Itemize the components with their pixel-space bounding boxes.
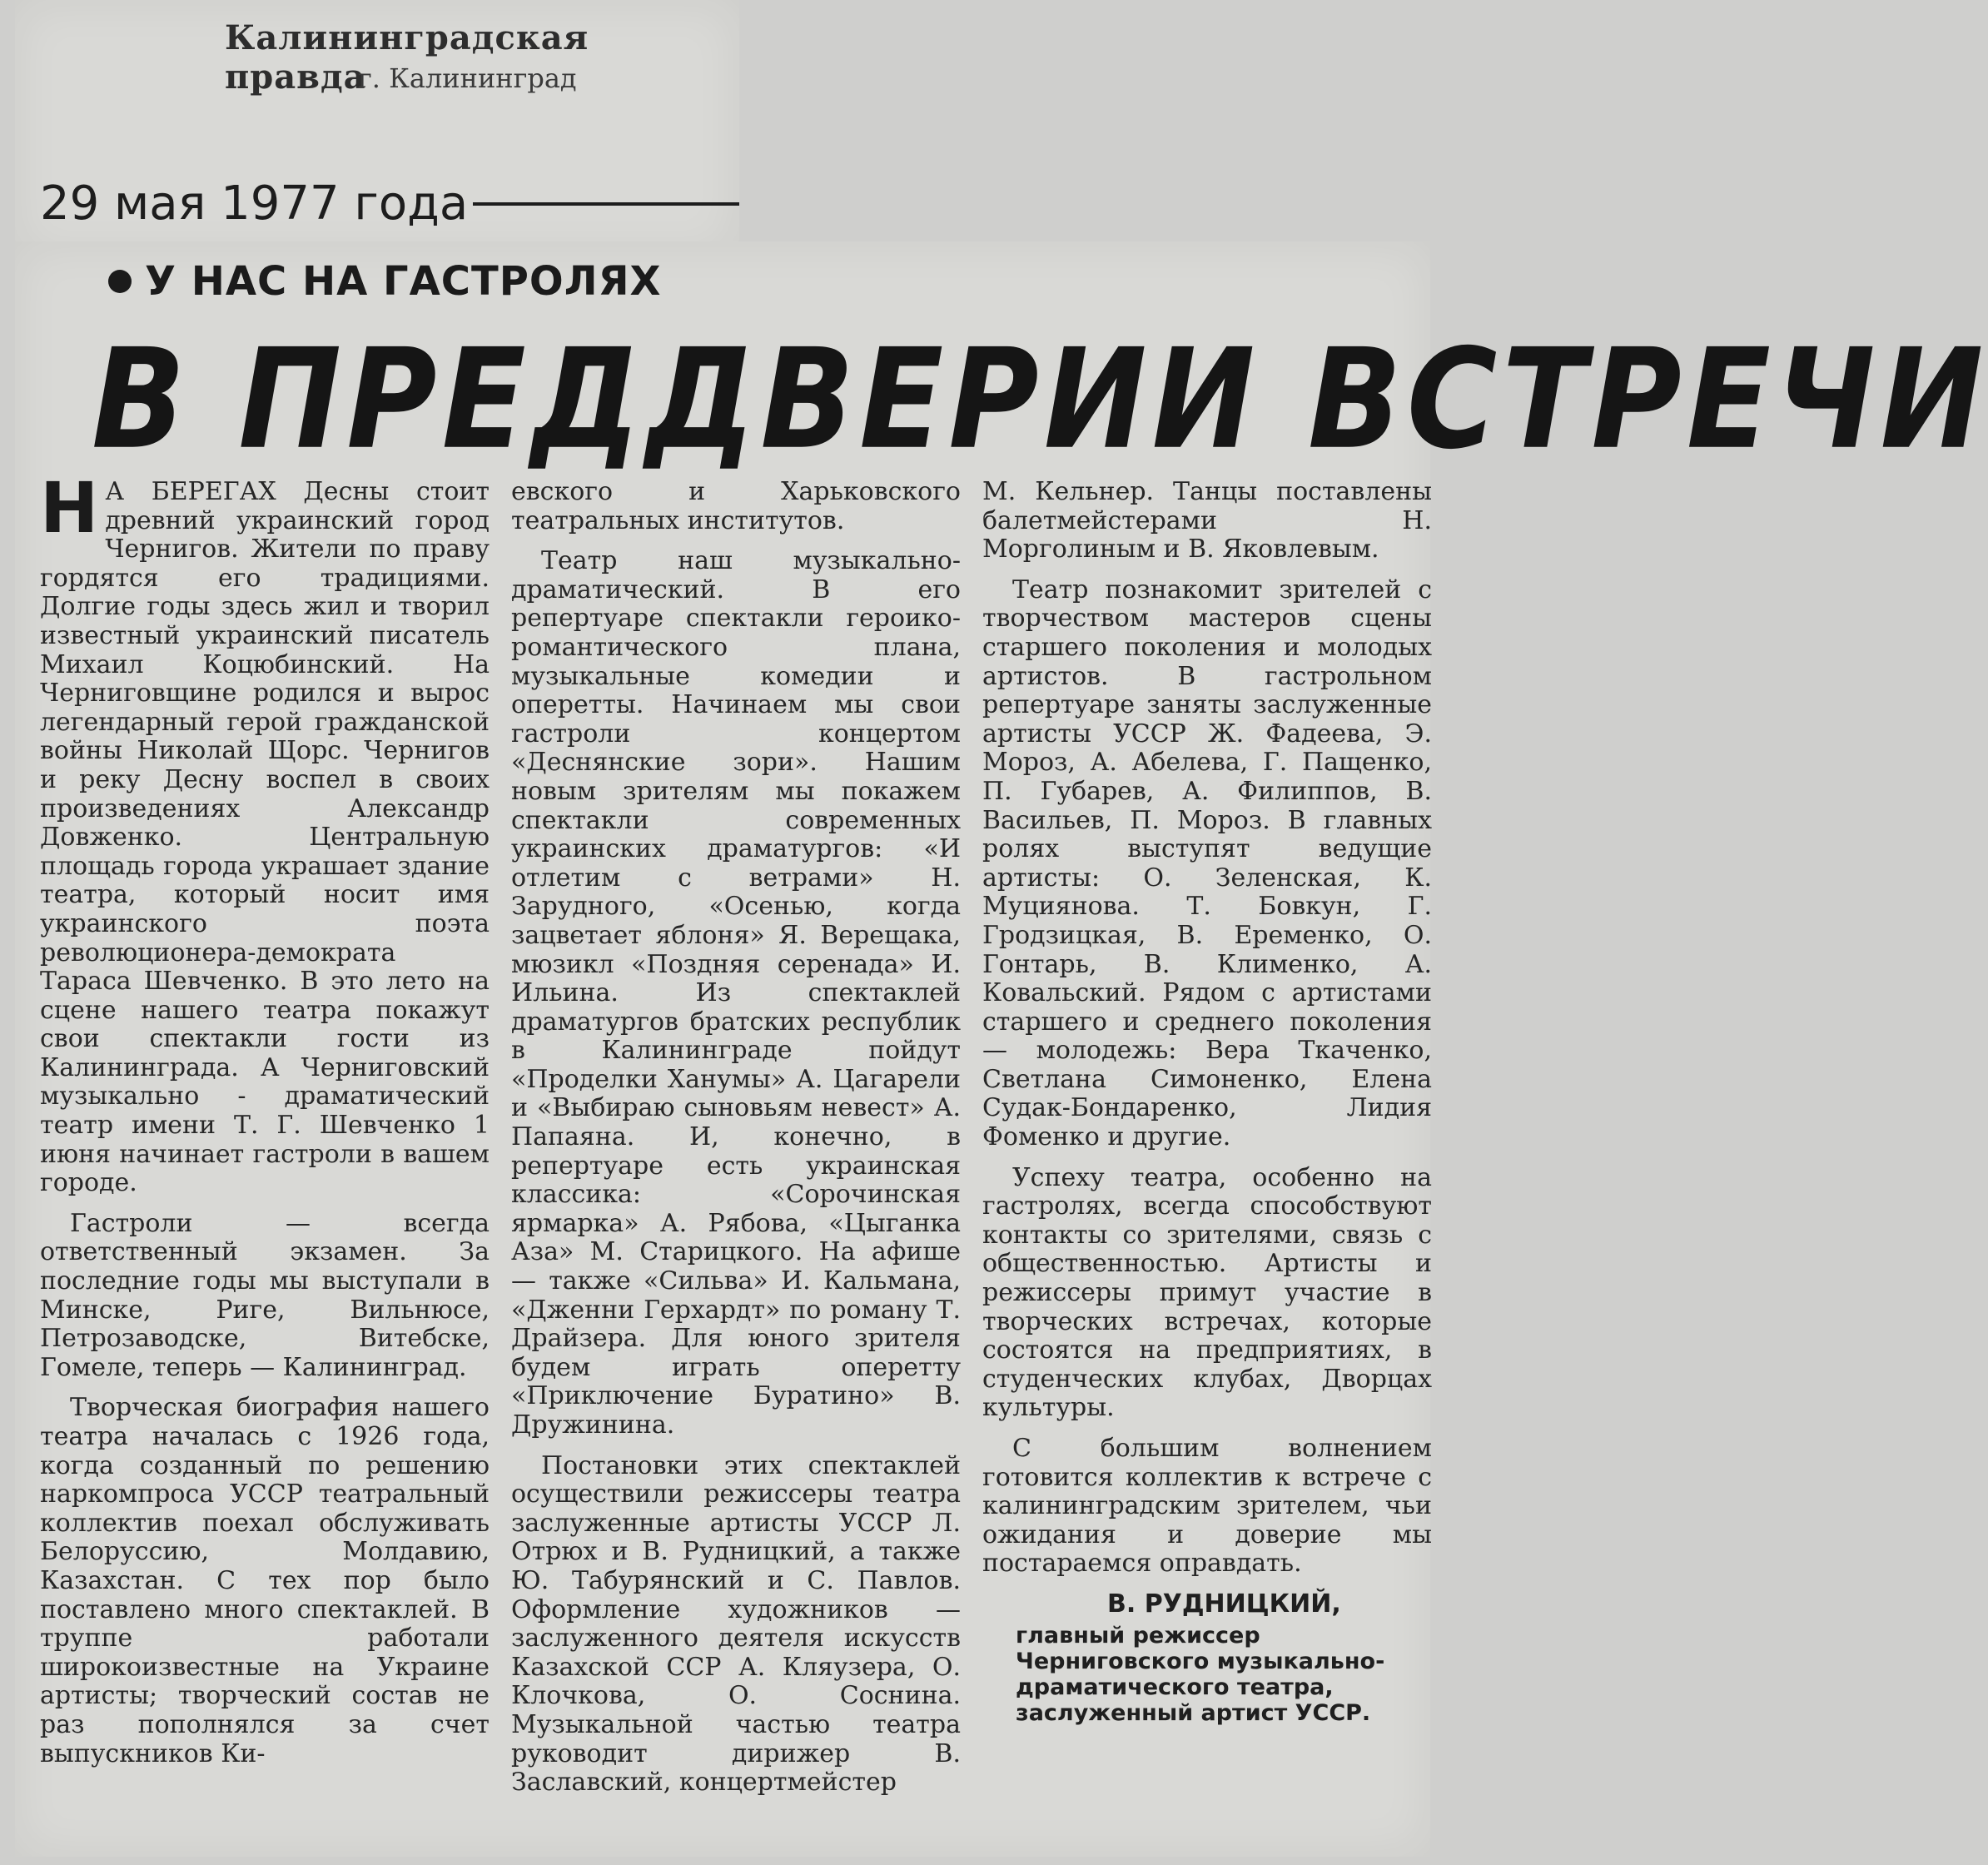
author-signature — [982, 1590, 1432, 1726]
paragraph: Успеху театра, особенно на гастролях, всегда способствуют контакты со зрителями, связь с общественностью. Артисты и режиссеры примут участие в творческих встречах, которые состоятся на предприятиях, в студенческих клубах, Дворцах культуры. — [982, 1162, 1432, 1423]
date-text: 29 мая 1977 года — [40, 177, 469, 231]
rubric — [108, 258, 662, 305]
paragraph: М. Кельнер. Танцы поставлены балетмейстерами Н. Морголиным и В. Яковлевым. — [982, 477, 1432, 564]
article-column-3 — [982, 478, 1432, 1843]
article-column-2 — [511, 478, 961, 1843]
article-body — [40, 467, 1432, 1843]
author-name: В. РУДНИЦКИЙ, — [1107, 1589, 1341, 1619]
paragraph: Театр познакомит зрителей с творчеством мастеров сцены старшего поколения и молодых артистов. В гастрольном репертуаре заняты заслуженные артисты УССР Ж. Фадеева, Э. Мороз, А. Абелева, Г. Пащенко, П. Губарев, А. Филиппов, В. Васильев, П. Мороз. В главных ролях выступят ведущие артисты: О. Зеленская, К. Муциянова. Т. Бовкун, Г. Гродзицкая, В. Еременко, О. Гонтарь, В. Клименко, А. Ковальский. Рядом с артистами старшего и среднего поколения — молодежь: Вера Ткаченко, Светлана Симоненко, Елена Судак-Бондаренко, Лидия Фоменко и другие. — [982, 574, 1432, 1152]
drop-cap: Н — [40, 467, 99, 549]
paragraph: Гастроли — всегда ответственный экзамен. За последние годы мы выступали в Минске, Риге, Вильнюсе, Петрозаводске, Витебске, Гомеле, теперь — Калининград. — [40, 1208, 490, 1382]
paragraph: С большим волнением готовится коллектив к встрече с калининградским зрителем, чьи ожидания и доверие мы постараемся оправдать. — [982, 1434, 1432, 1579]
rubric-text: У НАС НА ГАСТРОЛЯХ — [145, 258, 662, 305]
bullet-icon — [108, 270, 132, 293]
paragraph: Творческая биография нашего театра началась с 1926 года, когда созданный по решению наркомпроса УССР театральный коллектив поехал обслуживать Белоруссию, Молдавию, Казахстан. С тех пор было поставлено много спектаклей. В труппе работали широкоизвестные на Украине артисты; творческий состав не раз пополнялся за счет выпускников Ки- — [40, 1393, 490, 1768]
paragraph: Н А БЕРЕГАХ Десны стоит древний украинский город Чернигов. Жители по праву гордятся его традициями. Долгие годы здесь жил и творил известный украинский писатель Михаил Коцюбинский. На Черниговщине родился и вырос легендарный герой гражданской войны Николай Щорс. Чернигов и реку Десну воспел в своих произведениях Александр Довженко. Центральную площадь города украшает здание театра, который носит имя украинского поэта революционера-демократа Тараса Шевченко. В это лето на сцене нашего театра покажут свои спектакли гости из Калининграда. А Черниговский музыкально - драматический театр имени Т. Г. Шевченко 1 июня начинает гастроли в вашем городе. — [40, 467, 490, 1198]
article-column-1 — [40, 467, 490, 1843]
paragraph: Постановки этих спектаклей осуществили режиссеры театра заслуженные артисты УССР Л. Отрюх и В. Рудницкий, а также Ю. Табурянский и С. Павлов. Оформление художников — заслуженного деятеля искусств Казахской ССР А. Кляузера, О. Клочкова, О. Соснина. Музыкальной частью театра руководит дирижер В. Заславский, концертмейстер — [511, 1450, 961, 1798]
newspaper-title: Калининградская правда — [225, 18, 589, 97]
headline: В ПРЕДДВЕРИИ ВСТРЕЧИ — [92, 319, 1988, 480]
publication-date — [40, 177, 739, 231]
author-title: главный режиссер Черниговского музыкально-драматического театра, заслуженный артист УССР. — [1016, 1622, 1385, 1726]
newspaper-city: г. Калининград — [358, 62, 577, 94]
paragraph: Театр наш музыкально-драматический. В его репертуаре спектакли героико-романтического плана, музыкальные комедии и оперетты. Начинаем мы свои гастроли концертом «Деснянские зори». Нашим новым зрителям мы покажем спектакли современных украинских драматургов: «И отлетим с ветрами» Н. Зарудного, «Осенью, когда зацветает яблоня» Я. Верещака, мюзикл «Поздняя серенада» И. Ильина. Из спектаклей драматургов братских республик в Калининграде пойдут «Проделки Ханумы» А. Цагарели и «Выбираю сыновьям невест» А. Папаяна. И, конечно, в репертуаре есть украинская классика: «Сорочинская ярмарка» А. Рябова, «Цыганка Аза» М. Старицкого. На афише — также «Сильва» И. Кальмана, «Дженни Герхардт» по роману Т. Драйзера. Для юного зрителя будем играть оперетту «Приключение Буратино» В. Дружинина. — [511, 546, 961, 1440]
paragraph: евского и Харьковского театральных институтов. — [511, 477, 961, 535]
date-rule — [473, 202, 739, 206]
